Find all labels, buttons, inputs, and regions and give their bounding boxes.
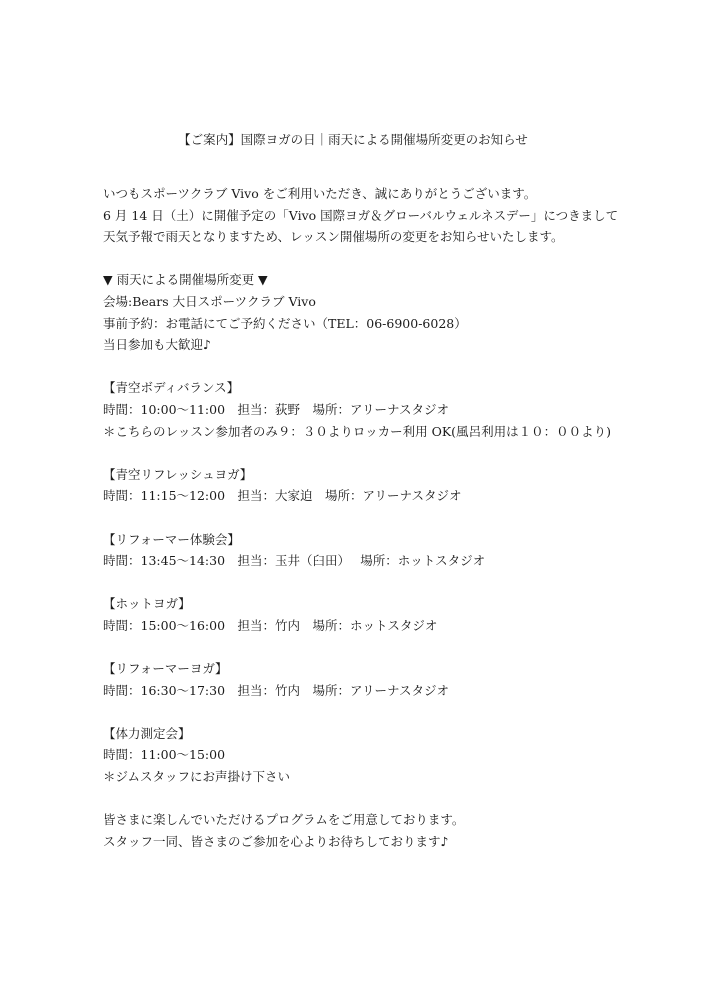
notice-title: 【ご案内】国際ヨガの日｜雨天による開催場所変更のお知らせ	[178, 132, 528, 147]
spacer	[103, 248, 683, 270]
notice-body	[103, 183, 683, 852]
venue-heading: ▼ 雨天による開催場所変更 ▼	[103, 272, 268, 288]
session-block	[103, 658, 683, 701]
session-block	[103, 723, 683, 788]
spacer	[103, 701, 683, 723]
session-block	[103, 529, 683, 572]
session-name: 【体力測定会】	[103, 725, 191, 741]
session-name: 【リフォーマーヨガ】	[103, 661, 228, 677]
intro-paragraph	[103, 183, 683, 248]
session-block	[103, 593, 683, 636]
closing-line: スタッフ一同、皆さまのご参加を心よりお待ちしております♪	[103, 833, 449, 849]
spacer	[103, 788, 683, 810]
venue-walkin: 当日参加も大歓迎♪	[103, 337, 211, 353]
intro-line: 天気予報で雨天となりますため、レッスン開催場所の変更をお知らせいたします。	[103, 229, 564, 245]
session-block	[103, 464, 683, 507]
intro-line: いつもスポーツクラブ Vivo をご利用いただき、誠にありがとうございます。	[103, 186, 537, 201]
session-note: ＊こちらのレッスン参加者のみ９：３０よりロッカー利用 OK(風呂利用は１０：００より)	[103, 423, 611, 439]
session-name: 【ホットヨガ】	[103, 596, 191, 612]
session-details: 時間：10:00〜11:00 担当：荻野 場所：アリーナスタジオ	[103, 401, 450, 417]
spacer	[103, 507, 683, 529]
session-block	[103, 377, 683, 442]
session-details: 時間：11:00〜15:00	[103, 747, 226, 763]
spacer	[103, 636, 683, 658]
closing-paragraph	[103, 809, 683, 852]
session-details: 時間：11:15〜12:00 担当：大家迫 場所：アリーナスタジオ	[103, 488, 462, 504]
spacer	[103, 356, 683, 378]
intro-line: 6 月 14 日（土）に開催予定の「Vivo 国際ヨガ＆グローバルウェルネスデー」につきまして	[103, 207, 619, 223]
venue-section	[103, 269, 683, 355]
spacer	[103, 572, 683, 594]
session-details: 時間：15:00〜16:00 担当：竹内 場所：ホットスタジオ	[103, 617, 438, 633]
closing-line: 皆さまに楽しんでいただけるプログラムをご用意しております。	[103, 812, 465, 828]
session-details: 時間：13:45〜14:30 担当：玉井（臼田） 場所：ホットスタジオ	[103, 553, 486, 569]
spacer	[103, 442, 683, 464]
venue-reservation: 事前予約：お電話にてご予約ください（TEL：06-6900-6028）	[103, 315, 467, 331]
venue-location: 会場:Bears 大日スポーツクラブ Vivo	[103, 293, 316, 309]
session-note: ＊ジムスタッフにお声掛け下さい	[103, 769, 291, 785]
session-details: 時間：16:30〜17:30 担当：竹内 場所：アリーナスタジオ	[103, 682, 450, 698]
session-name: 【青空ボディバランス】	[103, 380, 240, 396]
session-name: 【青空リフレッシュヨガ】	[103, 466, 253, 482]
session-name: 【リフォーマー体験会】	[103, 531, 240, 547]
